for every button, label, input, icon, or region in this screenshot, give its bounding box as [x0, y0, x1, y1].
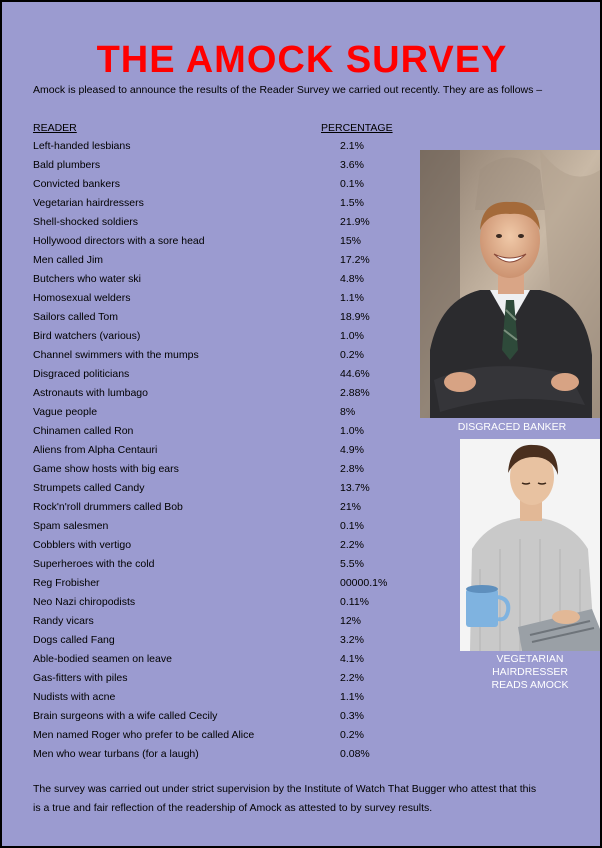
- footer-line: The survey was carried out under strict supervision by the Institute of Watch That Bugger who attest that this: [33, 783, 537, 795]
- percentage-cell: 2.88%: [340, 387, 370, 399]
- intro-text: Amock is pleased to announce the results of the Reader Survey we carried out recently. They are as follows –: [33, 84, 543, 96]
- percentage-cell: 0.11%: [340, 596, 369, 608]
- table-row: [2, 574, 422, 593]
- reader-cell: Nudists with acne: [33, 691, 116, 703]
- table-row: [2, 137, 422, 156]
- table-row: [2, 289, 422, 308]
- reader-cell: Reg Frobisher: [33, 577, 100, 589]
- reader-cell: Men named Roger who prefer to be called Alice: [33, 729, 255, 741]
- page-title: THE AMOCK SURVEY: [96, 39, 508, 81]
- percentage-cell: 5.5%: [340, 558, 364, 570]
- table-row: [2, 175, 422, 194]
- disgraced-banker-caption: DISGRACED BANKER: [457, 421, 567, 433]
- percentage-cell: 21%: [340, 501, 362, 513]
- table-row: [2, 232, 422, 251]
- disgraced-banker-photo: [420, 150, 600, 418]
- table-row: [2, 745, 422, 764]
- percentage-cell: 2.8%: [340, 463, 364, 475]
- table-row: [2, 460, 422, 479]
- percentage-cell: 21.9%: [340, 216, 370, 228]
- reader-cell: Homosexual welders: [33, 292, 131, 304]
- percentage-cell: 15%: [340, 235, 362, 247]
- reader-cell: Butchers who water ski: [33, 273, 141, 285]
- caption-line: HAIRDRESSER: [492, 666, 568, 678]
- reader-cell: Neo Nazi chiropodists: [33, 596, 136, 608]
- percentage-cell: 0.08%: [340, 748, 370, 760]
- vegetarian-hairdresser-caption: [470, 653, 590, 692]
- reader-cell: Dogs called Fang: [33, 634, 115, 646]
- reader-cell: Chinamen called Ron: [33, 425, 134, 437]
- table-row: [2, 384, 422, 403]
- reader-cell: Strumpets called Candy: [33, 482, 145, 494]
- table-row: [2, 365, 422, 384]
- table-row: [2, 612, 422, 631]
- table-row: [2, 669, 422, 688]
- table-row: [2, 270, 422, 289]
- reader-cell: Shell-shocked soldiers: [33, 216, 139, 228]
- percentage-cell: 17.2%: [340, 254, 370, 266]
- footer-note: [33, 780, 578, 818]
- reader-cell: Spam salesmen: [33, 520, 109, 532]
- percentage-cell: 00000.1%: [340, 577, 388, 589]
- table-row: [2, 593, 422, 612]
- reader-cell: Aliens from Alpha Centauri: [33, 444, 158, 456]
- percentage-cell: 4.9%: [340, 444, 364, 456]
- reader-cell: Cobblers with vertigo: [33, 539, 132, 551]
- reader-cell: Men who wear turbans (for a laugh): [33, 748, 199, 760]
- reader-cell: Brain surgeons with a wife called Cecily: [33, 710, 218, 722]
- percentage-cell: 1.0%: [340, 330, 364, 342]
- table-row: [2, 346, 422, 365]
- column-header-percentage: PERCENTAGE: [321, 122, 393, 134]
- percentage-cell: 2.2%: [340, 539, 364, 551]
- percentage-cell: 18.9%: [340, 311, 370, 323]
- table-row: [2, 650, 422, 669]
- reader-cell: Vague people: [33, 406, 98, 418]
- percentage-cell: 1.5%: [340, 197, 364, 209]
- percentage-cell: 0.2%: [340, 349, 364, 361]
- reader-cell: Left-handed lesbians: [33, 140, 131, 152]
- percentage-cell: 1.1%: [340, 691, 364, 703]
- table-row: [2, 441, 422, 460]
- table-row: [2, 251, 422, 270]
- percentage-cell: 4.8%: [340, 273, 364, 285]
- percentage-cell: 0.3%: [340, 710, 364, 722]
- table-row: [2, 726, 422, 745]
- footer-line: is a true and fair reflection of the readership of Amock as attested to by survey results.: [33, 802, 433, 814]
- column-header-reader: READER: [33, 122, 77, 134]
- vegetarian-hairdresser-photo: [460, 439, 600, 651]
- table-row: [2, 194, 422, 213]
- table-row: [2, 536, 422, 555]
- table-row: [2, 688, 422, 707]
- table-row: [2, 707, 422, 726]
- percentage-cell: 13.7%: [340, 482, 370, 494]
- percentage-cell: 44.6%: [340, 368, 370, 380]
- reader-cell: Game show hosts with big ears: [33, 463, 179, 475]
- percentage-cell: 0.2%: [340, 729, 364, 741]
- percentage-cell: 1.0%: [340, 425, 364, 437]
- reader-cell: Astronauts with lumbago: [33, 387, 148, 399]
- table-row: [2, 555, 422, 574]
- reader-cell: Sailors called Tom: [33, 311, 119, 323]
- table-row: [2, 308, 422, 327]
- caption-line: VEGETARIAN: [496, 653, 564, 665]
- survey-table: [2, 137, 422, 764]
- reader-cell: Able-bodied seamen on leave: [33, 653, 172, 665]
- percentage-cell: 0.1%: [340, 178, 364, 190]
- reader-cell: Rock'n'roll drummers called Bob: [33, 501, 183, 513]
- reader-cell: Superheroes with the cold: [33, 558, 155, 570]
- reader-cell: Channel swimmers with the mumps: [33, 349, 199, 361]
- table-row: [2, 213, 422, 232]
- reader-cell: Men called Jim: [33, 254, 104, 266]
- percentage-cell: 8%: [340, 406, 356, 418]
- percentage-cell: 0.1%: [340, 520, 364, 532]
- reader-cell: Disgraced politicians: [33, 368, 130, 380]
- percentage-cell: 3.6%: [340, 159, 364, 171]
- table-row: [2, 403, 422, 422]
- reader-cell: Bird watchers (various): [33, 330, 141, 342]
- reader-cell: Randy vicars: [33, 615, 94, 627]
- percentage-cell: 4.1%: [340, 653, 364, 665]
- reader-cell: Convicted bankers: [33, 178, 120, 190]
- table-row: [2, 156, 422, 175]
- table-row: [2, 631, 422, 650]
- percentage-cell: 2.2%: [340, 672, 364, 684]
- reader-cell: Hollywood directors with a sore head: [33, 235, 205, 247]
- reader-cell: Gas-fitters with piles: [33, 672, 128, 684]
- percentage-cell: 3.2%: [340, 634, 364, 646]
- percentage-cell: 2.1%: [340, 140, 364, 152]
- table-row: [2, 517, 422, 536]
- caption-line: READS AMOCK: [491, 679, 569, 691]
- reader-cell: Bald plumbers: [33, 159, 101, 171]
- reader-cell: Vegetarian hairdressers: [33, 197, 144, 209]
- table-row: [2, 479, 422, 498]
- table-row: [2, 327, 422, 346]
- table-row: [2, 498, 422, 517]
- table-row: [2, 422, 422, 441]
- percentage-cell: 1.1%: [340, 292, 364, 304]
- percentage-cell: 12%: [340, 615, 362, 627]
